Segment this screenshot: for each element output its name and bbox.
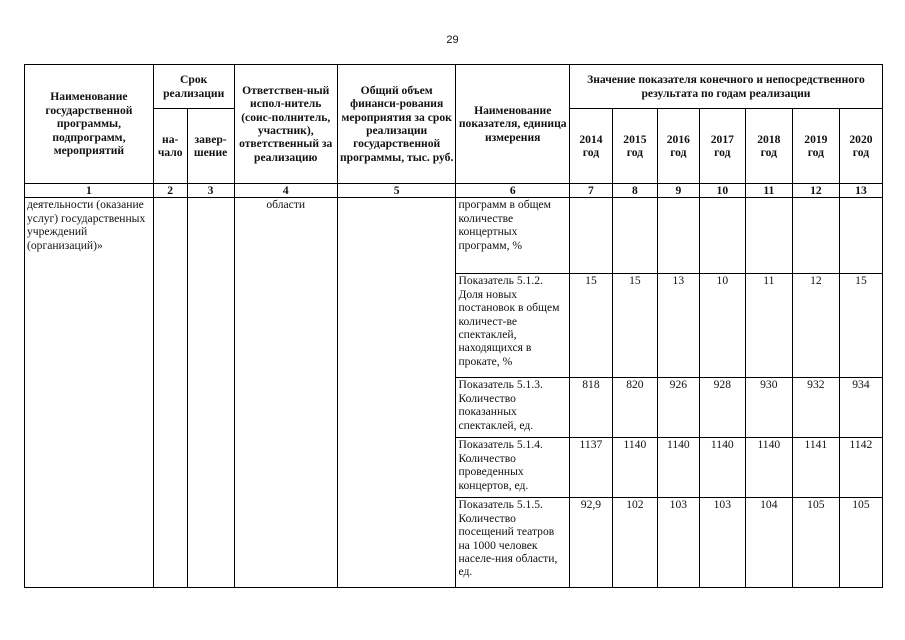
column-number: 11: [745, 184, 792, 198]
column-number: 7: [569, 184, 612, 198]
header-start: на-чало: [153, 109, 187, 184]
value-cell: 934: [839, 378, 882, 438]
header-end: завер-шение: [187, 109, 234, 184]
value-cell: 1140: [699, 438, 745, 498]
program-indicators-table: [24, 64, 883, 588]
value-cell: [699, 198, 745, 274]
header-year: 2017 год: [699, 109, 745, 184]
header-year: 2019 год: [792, 109, 839, 184]
header-year: 2014 год: [569, 109, 612, 184]
column-number: 10: [699, 184, 745, 198]
value-cell: [657, 198, 699, 274]
header-program-name: Наименование государственной программы, подпрограмм, мероприятий: [25, 65, 154, 184]
header-year: 2020 год: [839, 109, 882, 184]
value-cell: 11: [745, 274, 792, 378]
indicator-cell: Показатель 5.1.3. Количество показанных спектаклей, ед.: [456, 378, 570, 438]
value-cell: 10: [699, 274, 745, 378]
value-cell: 1141: [792, 438, 839, 498]
value-cell: 15: [612, 274, 657, 378]
column-number: 5: [337, 184, 456, 198]
header-values-by-year: Значение показателя конечного и непосредственного результата по годам реализации: [569, 65, 882, 109]
page-number: 29: [446, 34, 459, 46]
indicator-cell: Показатель 5.1.5. Количество посещений театров на 1000 человек населе-ния области, ед.: [456, 498, 570, 588]
header-responsible: Ответствен-ный испол-нитель (соис-полнитель, участник), ответственный за реализацию: [234, 65, 337, 184]
column-number: 12: [792, 184, 839, 198]
header-year: 2015 год: [612, 109, 657, 184]
value-cell: 1137: [569, 438, 612, 498]
column-number: 8: [612, 184, 657, 198]
value-cell: 818: [569, 378, 612, 438]
column-number: 6: [456, 184, 570, 198]
column-number: 3: [187, 184, 234, 198]
value-cell: 103: [657, 498, 699, 588]
value-cell: 1140: [745, 438, 792, 498]
value-cell: 15: [839, 274, 882, 378]
value-cell: 102: [612, 498, 657, 588]
end-cell: [187, 198, 234, 588]
responsible-cell: области: [234, 198, 337, 588]
indicator-cell: Показатель 5.1.2. Доля новых постановок в общем количест-ве спектаклей, находящихся в прокате, %: [456, 274, 570, 378]
value-cell: 820: [612, 378, 657, 438]
value-cell: 92,9: [569, 498, 612, 588]
column-number: 2: [153, 184, 187, 198]
value-cell: 932: [792, 378, 839, 438]
value-cell: [569, 198, 612, 274]
value-cell: 928: [699, 378, 745, 438]
header-year: 2018 год: [745, 109, 792, 184]
value-cell: 1142: [839, 438, 882, 498]
value-cell: [839, 198, 882, 274]
header-funding-volume: Общий объем финанси-рования мероприятия за срок реализации государственной программы, тыс. руб.: [337, 65, 456, 184]
value-cell: 1140: [612, 438, 657, 498]
value-cell: [792, 198, 839, 274]
table-row: [25, 198, 883, 274]
value-cell: 926: [657, 378, 699, 438]
header-term: Срок реализации: [153, 65, 234, 109]
value-cell: [745, 198, 792, 274]
value-cell: 105: [839, 498, 882, 588]
column-number: 13: [839, 184, 882, 198]
value-cell: 12: [792, 274, 839, 378]
value-cell: [612, 198, 657, 274]
value-cell: 13: [657, 274, 699, 378]
header-indicator: Наименование показателя, единица измерения: [456, 65, 570, 184]
value-cell: 15: [569, 274, 612, 378]
funding-volume-cell: [337, 198, 456, 588]
column-number: 1: [25, 184, 154, 198]
header-year: 2016 год: [657, 109, 699, 184]
value-cell: 103: [699, 498, 745, 588]
value-cell: 1140: [657, 438, 699, 498]
indicator-cell: программ в общем количестве концертных программ, %: [456, 198, 570, 274]
value-cell: 104: [745, 498, 792, 588]
column-number: 9: [657, 184, 699, 198]
value-cell: 930: [745, 378, 792, 438]
column-number: 4: [234, 184, 337, 198]
value-cell: 105: [792, 498, 839, 588]
start-cell: [153, 198, 187, 588]
indicator-cell: Показатель 5.1.4. Количество проведенных концертов, ед.: [456, 438, 570, 498]
program-name-cell: деятельности (оказание услуг) государственных учреждений (организаций)»: [25, 198, 154, 588]
